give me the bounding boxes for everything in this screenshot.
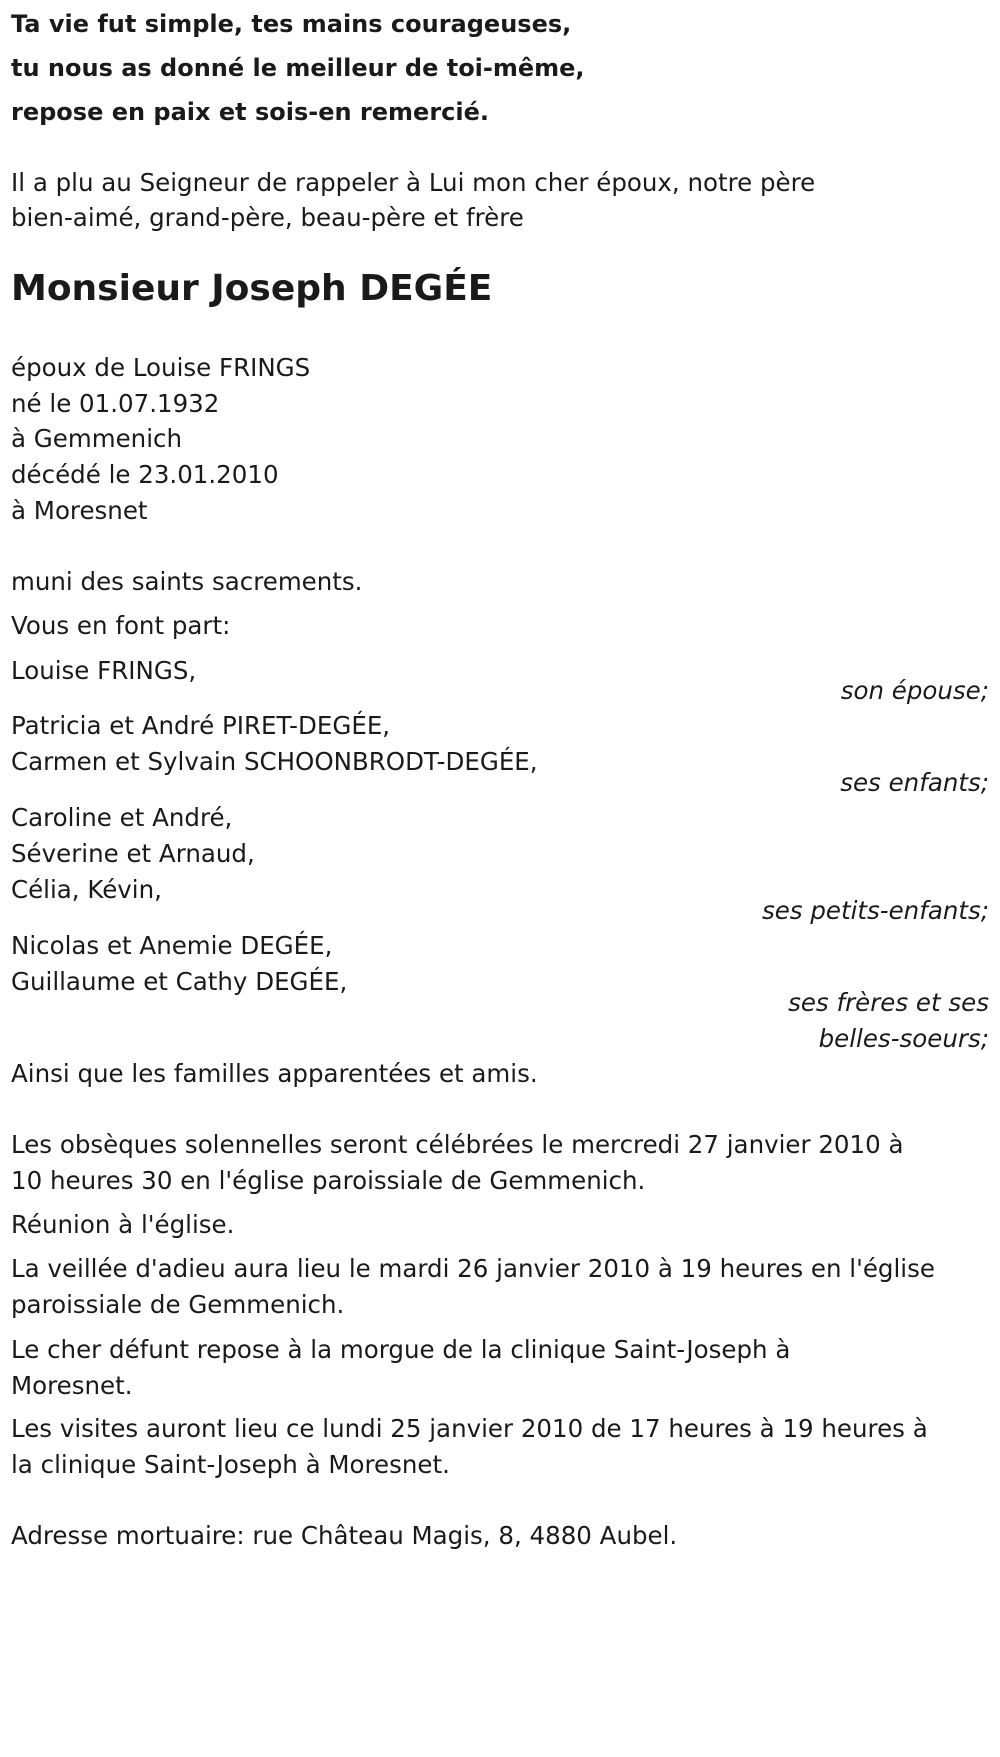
family-sibling: Nicolas et Anemie DEGÉE, <box>11 931 333 960</box>
family-grandchild: Célia, Kévin, <box>11 875 162 904</box>
detail-line: à Moresnet <box>11 496 148 525</box>
sacraments-line: muni des saints sacrements. <box>11 567 363 596</box>
family-others: Ainsi que les familles apparentées et amis. <box>11 1059 538 1088</box>
deceased-name: Monsieur Joseph DEGÉE <box>11 268 493 309</box>
verse-line: tu nous as donné le meilleur de toi-même, <box>11 54 585 82</box>
address-line: Adresse mortuaire: rue Château Magis, 8, 4880 Aubel. <box>11 1521 678 1550</box>
announce-line: Vous en font part: <box>11 611 231 640</box>
intro-line: bien-aimé, grand-père, beau-père et frère <box>11 203 524 232</box>
family-child: Patricia et André PIRET-DEGÉE, <box>11 711 391 740</box>
role-siblings: ses frères et ses <box>788 988 989 1017</box>
funeral-line: 10 heures 30 en l'église paroissiale de Gemmenich. <box>11 1166 646 1195</box>
meeting-line: Réunion à l'église. <box>11 1210 235 1239</box>
visits-line: Les visites auront lieu ce lundi 25 janvier 2010 de 17 heures à 19 heures à <box>11 1414 928 1443</box>
detail-line: à Gemmenich <box>11 424 182 453</box>
family-sibling: Guillaume et Cathy DEGÉE, <box>11 967 348 996</box>
role-spouse: son épouse; <box>840 676 989 705</box>
detail-line: décédé le 23.01.2010 <box>11 460 279 489</box>
vigil-line: La veillée d'adieu aura lieu le mardi 26 janvier 2010 à 19 heures en l'église <box>11 1254 935 1283</box>
role-siblings: belles-soeurs; <box>818 1024 989 1053</box>
family-grandchild: Caroline et André, <box>11 803 233 832</box>
vigil-line: paroissiale de Gemmenich. <box>11 1290 345 1319</box>
funeral-line: Les obsèques solennelles seront célébrées le mercredi 27 janvier 2010 à <box>11 1130 904 1159</box>
visits-line: la clinique Saint-Joseph à Moresnet. <box>11 1450 450 1479</box>
verse-line: repose en paix et sois-en remercié. <box>11 98 490 126</box>
detail-line: né le 01.07.1932 <box>11 389 220 418</box>
family-grandchild: Séverine et Arnaud, <box>11 839 255 868</box>
verse-line: Ta vie fut simple, tes mains courageuses, <box>11 10 572 38</box>
rest-line: Le cher défunt repose à la morgue de la clinique Saint-Joseph à <box>11 1335 791 1364</box>
role-grandchildren: ses petits-enfants; <box>761 896 989 925</box>
family-child: Carmen et Sylvain SCHOONBRODT-DEGÉE, <box>11 747 538 776</box>
intro-line: Il a plu au Seigneur de rappeler à Lui mon cher époux, notre père <box>11 168 816 197</box>
detail-line: époux de Louise FRINGS <box>11 353 311 382</box>
rest-line: Moresnet. <box>11 1371 133 1400</box>
family-spouse: Louise FRINGS, <box>11 656 197 685</box>
role-children: ses enfants; <box>840 768 989 797</box>
